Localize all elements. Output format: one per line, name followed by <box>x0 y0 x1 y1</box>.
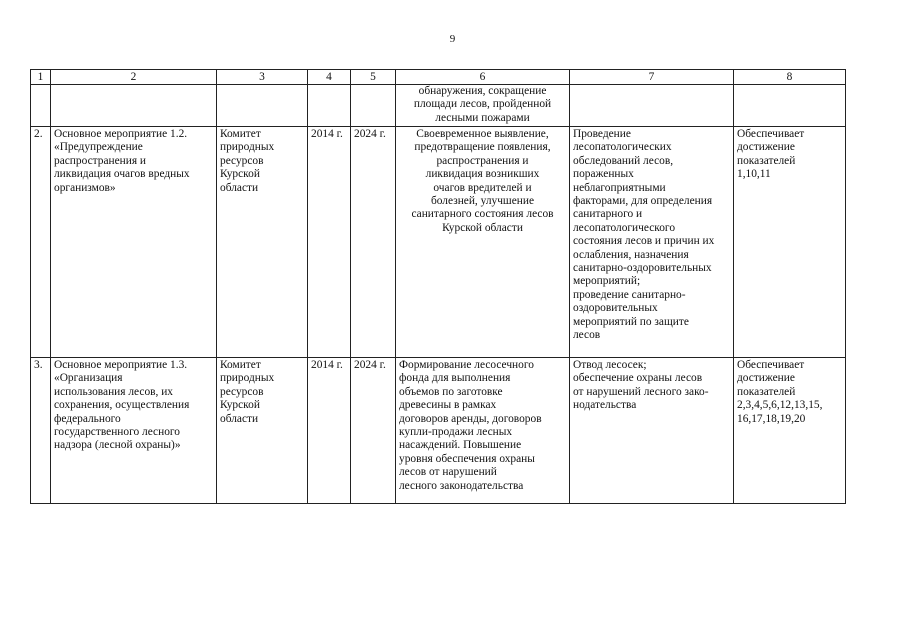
cell-expected-result: Своевременное выявление, предотвращение появления, распространения и ликвидация возникших очагов вредителей и болезней, улучшение санитарного состояния лесов Курской области <box>396 127 570 358</box>
col-header-1: 1 <box>31 70 51 85</box>
page-number: 9 <box>449 33 456 45</box>
cell-empty <box>217 85 308 127</box>
cell-row-number: 2. <box>31 127 51 358</box>
col-header-5: 5 <box>351 70 396 85</box>
cell-main-directions: Проведение лесопатологических обследований лесов, пораженных неблагоприятными факторами, для определения санитарного и лесопатологического состояния лесов и причин их ослабления, назначения санитарно-оздоровительных мероприятий; проведение санитарно- оздоровительных мероприятий по защите лесов <box>570 127 734 358</box>
cell-main-directions: Отвод лесосек; обеспечение охраны лесов от нарушений лесного зако- нодательства <box>570 358 734 504</box>
cell-indicators: Обеспечивает достижение показателей 2,3,4,5,6,12,13,15, 16,17,18,19,20 <box>734 358 846 504</box>
col-header-8: 8 <box>734 70 846 85</box>
col-header-4: 4 <box>308 70 351 85</box>
cell-end-year: 2024 г. <box>351 358 396 504</box>
header-row <box>31 70 846 85</box>
cell-empty <box>734 85 846 127</box>
cell-empty <box>51 85 217 127</box>
col-header-2: 2 <box>51 70 217 85</box>
cell-start-year: 2014 г. <box>308 358 351 504</box>
cell-start-year: 2014 г. <box>308 127 351 358</box>
table-row <box>31 358 846 504</box>
table-row-continuation <box>31 85 846 127</box>
cell-end-year: 2024 г. <box>351 127 396 358</box>
table-row <box>31 127 846 358</box>
cell-executor: Комитет природных ресурсов Курской области <box>217 127 308 358</box>
cell-expected-result: Формирование лесосечного фонда для выполнения объемов по заготовке древесины в рамках договоров аренды, договоров купли-продажи лесных насаждений. Повышение уровня обеспечения охраны лесов от нарушений лесного законодательства <box>396 358 570 504</box>
cell-event-name: Основное мероприятие 1.3. «Организация использования лесов, их сохранения, осуществления федерального государственного лесного надзора (лесной охраны)» <box>51 358 217 504</box>
cell-indicators: Обеспечивает достижение показателей 1,10,11 <box>734 127 846 358</box>
program-table <box>30 69 846 504</box>
cell-row-number: 3. <box>31 358 51 504</box>
cell-empty <box>308 85 351 127</box>
cell-empty <box>31 85 51 127</box>
cell-empty <box>570 85 734 127</box>
cell-expected-result-continued: обнаружения, сокращение площади лесов, пройденной лесными пожарами <box>396 85 570 127</box>
cell-empty <box>351 85 396 127</box>
col-header-3: 3 <box>217 70 308 85</box>
col-header-6: 6 <box>396 70 570 85</box>
col-header-7: 7 <box>570 70 734 85</box>
cell-executor: Комитет природных ресурсов Курской области <box>217 358 308 504</box>
cell-event-name: Основное мероприятие 1.2. «Предупреждение распространения и ликвидация очагов вредных организмов» <box>51 127 217 358</box>
